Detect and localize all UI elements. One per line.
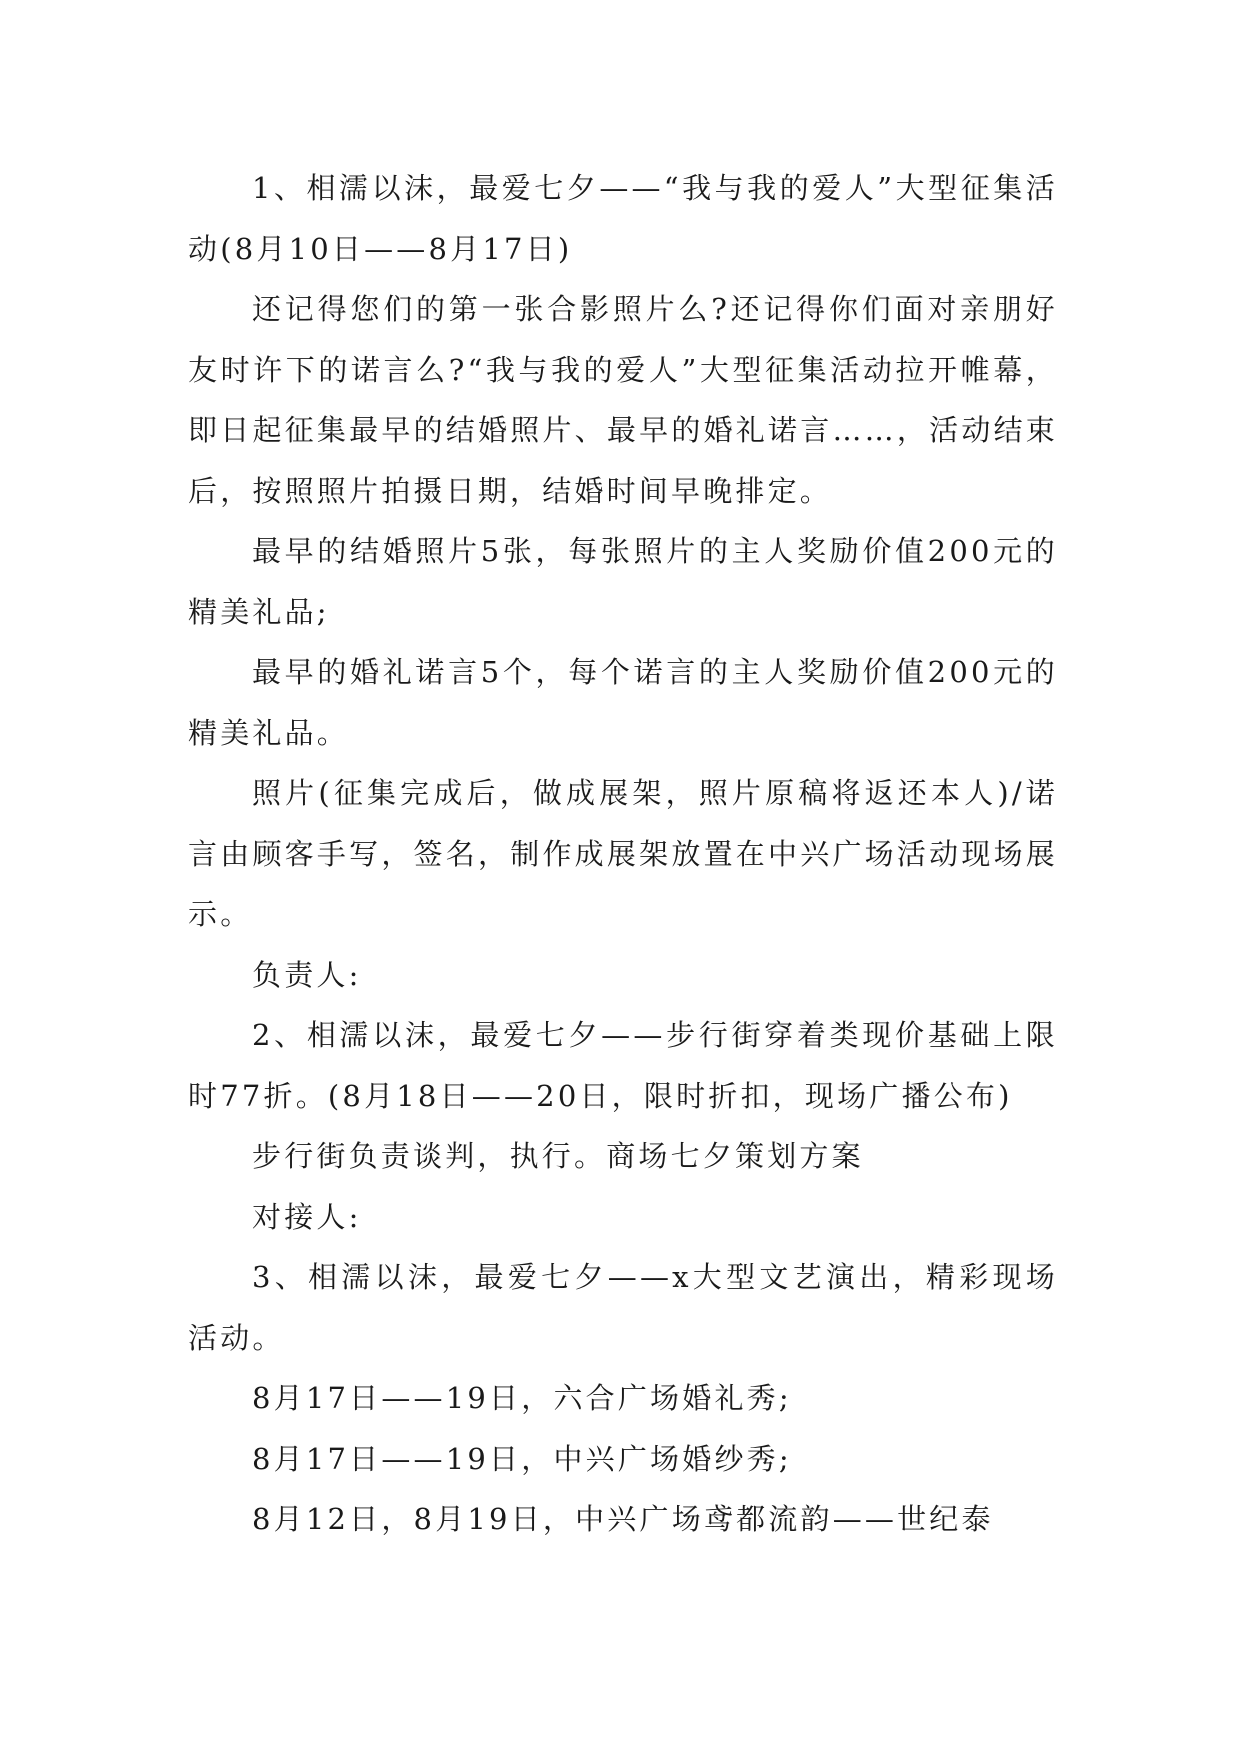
paragraph-photo-prize: 最早的结婚照片5张，每张照片的主人奖励价值200元的精美礼品; [188,534,1058,629]
paragraph-performance-dates: 8月12日，8月19日，中兴广场鸢都流韵——世纪泰 [252,1502,994,1536]
paragraph-bridal-show: 8月17日——19日，中兴广场婚纱秀; [252,1441,792,1476]
paragraph-vow-prize: 最早的婚礼诺言5个，每个诺言的主人奖励价值200元的精美礼品。 [188,655,1058,750]
paragraph-event-1-title: 1、相濡以沫，最爱七夕——“我与我的爱人”大型征集活动(8月10日——8月17日) [188,171,1058,266]
paragraph-contact-person: 对接人: [252,1199,362,1234]
paragraph-pedestrian-street: 步行街负责谈判，执行。商场七夕策划方案 [252,1139,864,1173]
paragraph-responsible-person: 负责人: [252,957,362,992]
paragraph-wedding-show: 8月17日——19日，六合广场婚礼秀; [252,1381,792,1415]
document-body [188,158,1058,1550]
paragraph-event-1-intro: 还记得您们的第一张合影照片么?还记得你们面对亲朋好友时许下的诺言么?“我与我的爱人”大型征集活动拉开帷幕，即日起征集最早的结婚照片、最早的婚礼诺言……，活动结束后，按照照片拍摄日期，结婚时间早晚排定。 [188,292,1058,508]
paragraph-display-note: 照片(征集完成后，做成展架，照片原稿将返还本人)/诺言由顾客手写，签名，制作成展架放置在中兴广场活动现场展示。 [188,776,1058,931]
paragraph-event-2: 2、相濡以沫，最爱七夕——步行街穿着类现价基础上限时77折。(8月18日——20日，限时折扣，现场广播公布) [188,1018,1058,1113]
paragraph-event-3: 3、相濡以沫，最爱七夕——x大型文艺演出，精彩现场活动。 [188,1260,1058,1355]
